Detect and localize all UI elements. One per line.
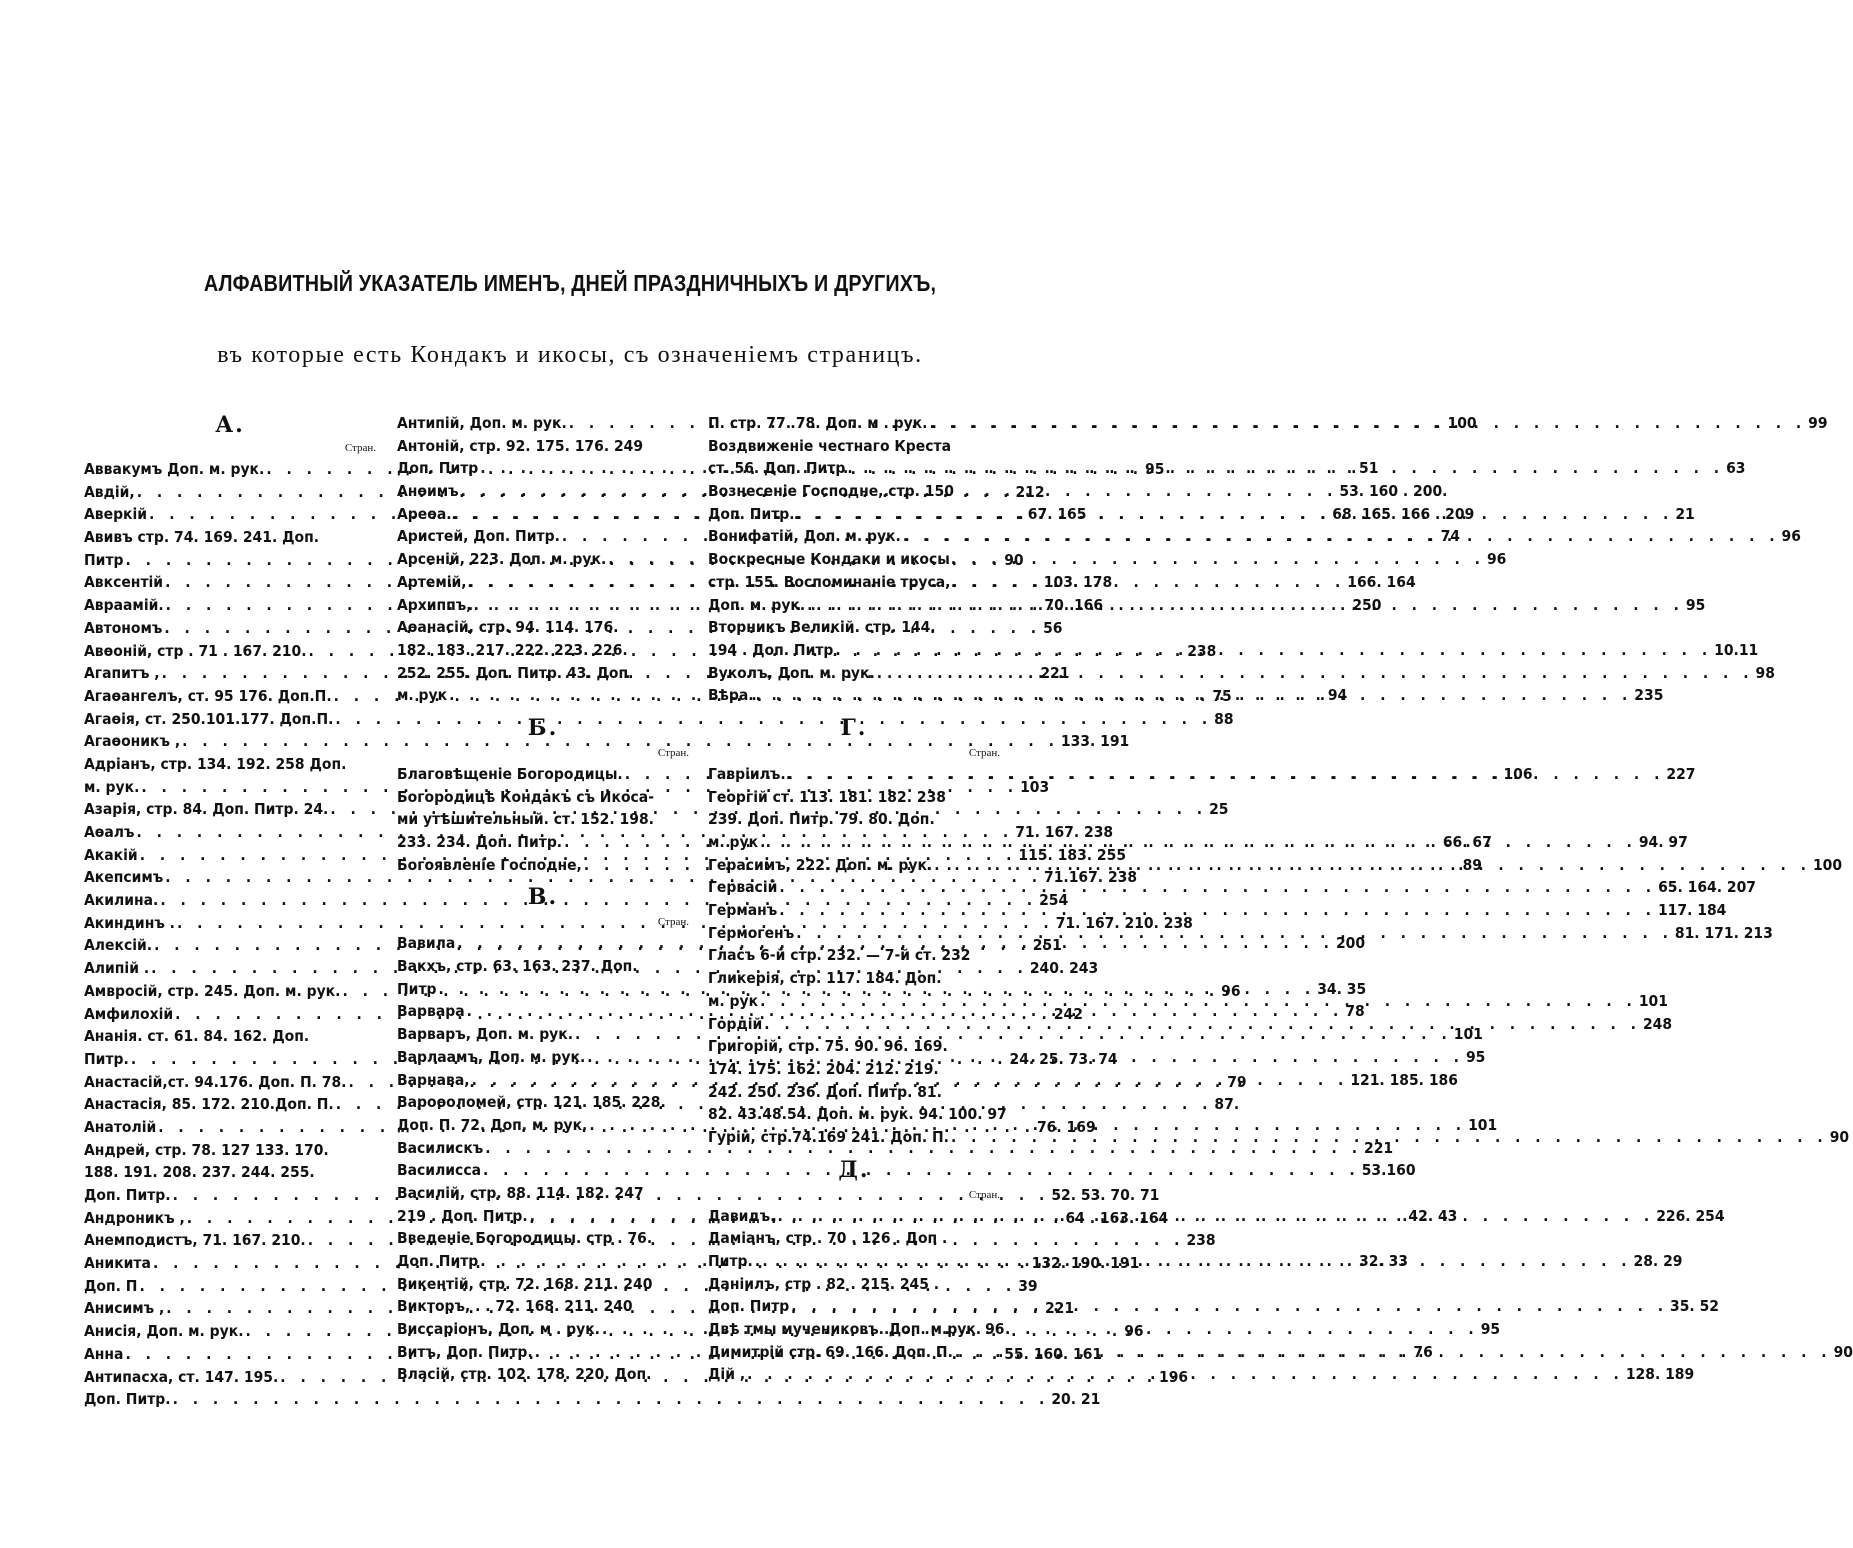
dot-leader	[929, 412, 1806, 435]
page-column-label: Стран.	[657, 746, 689, 759]
page-numbers: 24. 25. 73. 74	[1009, 1049, 1118, 1068]
entry-text: 82. 43.48.54. Доп. м. рук. 94. 100. 97	[708, 1105, 1007, 1124]
page-numbers: 100	[1812, 855, 1843, 874]
page-numbers: 221	[1044, 1299, 1075, 1318]
entry-text: 239. Доп. Питр. 79. 80. Доп.	[708, 810, 935, 829]
page-numbers: 10.11	[1714, 640, 1759, 659]
entry-text: Вѣра.	[708, 686, 754, 705]
entry-text: Доп. Питр	[708, 1297, 790, 1316]
page-numbers: 71.167. 238	[1044, 868, 1138, 887]
index-entry	[397, 808, 689, 831]
entry-text: Анисiя, Доп. м. рук.	[84, 1322, 244, 1341]
page-numbers: 227	[1666, 764, 1696, 783]
entry-text: Артемiй,	[397, 572, 467, 591]
entry-text: Акакiй	[84, 845, 138, 864]
entry-text: Амфилохiй	[84, 1004, 174, 1023]
page-numbers: 240. 243	[1029, 959, 1099, 978]
index-entry	[708, 480, 1000, 503]
page-numbers: 64 . 163. 164	[1065, 1208, 1169, 1227]
page-numbers: 70. 166	[1044, 596, 1104, 615]
page-numbers: 133. 191	[1060, 732, 1130, 751]
page-numbers: 99	[1808, 414, 1828, 432]
page-column-label: Стран.	[344, 442, 376, 454]
page-numbers: 248	[1642, 1014, 1673, 1033]
page-numbers: 226. 254	[1656, 1206, 1725, 1225]
entry-text: Авивъ стр. 74. 169. 241. Доп.	[84, 528, 320, 547]
entry-text: Азарiя, стр. 84. Доп. Питр. 24.	[84, 800, 329, 819]
entry-text: Питр	[397, 979, 437, 998]
page-numbers: 103	[1020, 777, 1050, 796]
page-numbers: 76	[1413, 1342, 1433, 1361]
entry-text: Давидъ.	[708, 1206, 776, 1225]
page-numbers: 89	[1462, 855, 1482, 874]
page-numbers: 166. 164	[1347, 572, 1416, 591]
dot-leader	[760, 831, 1637, 854]
entry-text: Вуколъ, Доп. м. рук.	[708, 663, 875, 682]
entry-text: Варвара	[397, 1002, 465, 1021]
page-numbers: 66. 67	[1442, 833, 1492, 851]
index-entry	[708, 1273, 1000, 1296]
page-numbers: 196	[1159, 1367, 1189, 1386]
page-subtitle: въ которые есть Кондакъ и икосы, съ означенiемъ страницъ.	[217, 342, 923, 368]
entry-text: Благовѣщенiе Богородицы.	[397, 764, 623, 783]
entry-text: м. рук	[397, 686, 448, 705]
entry-text: м. рук	[708, 833, 759, 851]
entry-text: Данiилъ, стр . 82 . 215. 245 .	[708, 1274, 940, 1293]
index-entry	[708, 944, 1000, 967]
section-letter: Д.	[838, 1156, 870, 1183]
dot-leader	[760, 990, 1637, 1013]
index-entry	[708, 808, 1000, 831]
entry-text: ст. 56. Доп. Питр	[708, 459, 846, 478]
page-numbers: 221	[1040, 664, 1070, 683]
dot-leader	[951, 1126, 1828, 1149]
page-numbers: 100	[1447, 414, 1477, 432]
page-numbers: 78	[1345, 1002, 1365, 1021]
entry-text: Аѳанасiй, стр. 94. 114. 176.	[397, 618, 619, 637]
index-entry	[397, 1295, 689, 1318]
entry-text: Акилина.	[84, 891, 159, 910]
page-numbers: 95	[1480, 1320, 1501, 1339]
entry-text: Авдiй,	[84, 482, 135, 501]
entry-text: Агапитъ ,	[84, 664, 160, 683]
entry-text: Василiй, стр. 88. 114. 182. 247	[397, 1183, 644, 1202]
entry-text: 252. 255. Доп. Питр. 43. Доп.	[397, 663, 634, 682]
page-title: АЛФАВИТНЫЙ УКАЗАТЕЛЬ ИМЕНЪ, ДНЕЙ ПРАЗДНИЧНЫХЪ И ДРУГИХЪ,	[203, 270, 937, 296]
entry-text: Агаѳiя, ст. 250.101.177. Доп.П.	[84, 709, 334, 728]
page-numbers: 28. 29	[1633, 1252, 1683, 1270]
page-numbers: 221	[1364, 1138, 1394, 1157]
dot-leader	[835, 639, 1712, 662]
index-entry	[397, 1363, 689, 1386]
entry-text: Викентiй, стр. 72. 168. 211. 240	[397, 1274, 653, 1293]
page-numbers: 74	[1440, 527, 1460, 546]
entry-text: Доп. Питр	[397, 1252, 479, 1270]
index-entry	[708, 571, 1000, 594]
entry-text: Григорiй, стр. 75. 90. 96. 169.	[708, 1037, 948, 1056]
page-numbers: 87.	[1214, 1095, 1240, 1114]
page-numbers: 90	[1833, 1342, 1853, 1361]
page-numbers: 90	[1829, 1127, 1850, 1146]
entry-text: Гурiй, стр.74.169 241. Доп. П.	[708, 1127, 949, 1146]
entry-text: 242. 250. 236. Доп. Питр. 81.	[708, 1082, 942, 1101]
section-letter: А.	[215, 412, 245, 438]
dot-leader	[847, 457, 1724, 480]
page-numbers: 20. 21	[1051, 1390, 1101, 1409]
entry-text: Андрей, стр. 78. 127 133. 170.	[84, 1140, 329, 1159]
entry-text: Анастасiй,ст. 94.176. Доп. П. 78.	[84, 1072, 347, 1091]
entry-text: Двѣ тмы мучениковъ. Доп. м.рук.	[708, 1320, 982, 1339]
page-numbers: 242	[1053, 1004, 1083, 1023]
entry-text: 174. 175. 162. 204. 212. 219.	[708, 1059, 939, 1078]
entry-text: Герасимъ, 222. Доп. м. рук.	[708, 855, 933, 874]
entry-text: Виссарiонъ. Доп. м . рук.	[397, 1320, 600, 1339]
index-entry	[397, 1182, 689, 1205]
page-numbers: 52. 53. 70. 71	[1051, 1186, 1160, 1204]
entry-text: Варлаамъ, Доп. м. рук.	[397, 1047, 586, 1066]
entry-text: Аѳалъ	[84, 823, 135, 841]
entry-text: Антипiй, Доп. м. рук.	[397, 414, 567, 432]
entry-text: Доп. Питр.	[84, 1186, 171, 1204]
entry-text: Анатолiй	[84, 1117, 157, 1136]
dot-leader	[777, 1205, 1654, 1228]
section-letter: В.	[527, 884, 559, 911]
entry-text: Варнава,	[397, 1070, 470, 1089]
entry-text: Дiй ,	[708, 1365, 746, 1384]
entry-text: Адрiанъ, стр. 134. 192. 258 Доп.	[84, 754, 347, 773]
entry-text: Антонiй, стр. 92. 175. 176. 249	[397, 436, 644, 455]
entry-text: стр. 155. Воспоминанiе труса,	[708, 572, 951, 591]
entry-text: Доп. Питр	[397, 459, 479, 478]
entry-text: Варваръ, Доп. м. рук.	[397, 1025, 574, 1044]
page-numbers: 200	[1335, 934, 1366, 953]
dot-leader	[877, 662, 1754, 685]
page-numbers: 238	[1186, 1231, 1216, 1250]
entry-text: П. стр. 77. 78. Доп. м . рук.	[708, 414, 928, 432]
page-numbers: 88	[1214, 709, 1234, 728]
entry-text: Викторъ, . . 72. 168. 211. 240	[397, 1297, 633, 1316]
entry-text: Гликерiя, стр. 117. 184. Доп.	[708, 969, 942, 988]
page-numbers: 53. 160 . 200.	[1339, 482, 1448, 501]
index-entry	[84, 1161, 376, 1184]
page-numbers: 238	[1187, 641, 1217, 660]
entry-text: Дамiанъ, стр . 70 . 126 . Доп .	[708, 1229, 948, 1248]
entry-text: Вознесенiе Господне, стр. 150	[708, 482, 954, 501]
entry-text: Анемподистъ, 71. 167. 210.	[84, 1231, 306, 1250]
entry-text: Анастасiя, 85. 172. 210.Доп. П.	[84, 1095, 334, 1114]
page-numbers: 71. 167. 238	[1015, 823, 1114, 841]
page-numbers: 235	[1634, 686, 1664, 705]
page-numbers: 39	[1018, 1276, 1038, 1295]
entry-text: м. рук.	[84, 777, 140, 796]
entry-text: Андроникъ ,	[84, 1208, 185, 1227]
entry-text: Богоявленiе Господне,	[397, 855, 582, 874]
page-numbers: 94. 97	[1638, 833, 1688, 851]
index-entry	[397, 1091, 689, 1114]
entry-text: 219 . Доп. Питр.	[397, 1206, 528, 1225]
index-entry	[397, 1227, 689, 1250]
index-entry	[397, 1159, 1416, 1182]
index-entry	[397, 662, 689, 685]
entry-text: Гермогенъ	[708, 923, 795, 942]
page-numbers: 128. 189	[1625, 1365, 1695, 1384]
dot-leader	[807, 594, 1684, 617]
page-numbers: 96	[1486, 550, 1507, 569]
entry-text: Гервасiй	[708, 878, 778, 897]
index-entry	[397, 786, 689, 809]
entry-text: Питр.	[708, 1252, 753, 1270]
index-entry	[84, 1139, 376, 1162]
index-entry	[708, 548, 1000, 571]
entry-text: 233. 234. Доп. Питр.	[397, 833, 563, 851]
dot-leader	[779, 876, 1656, 899]
dot-leader	[755, 1250, 1632, 1273]
entry-text: Аникита	[84, 1254, 151, 1273]
entry-text: Власiй, стр. 102. 178. 220. Доп.	[397, 1365, 652, 1384]
page-numbers: 96	[1124, 1322, 1144, 1341]
entry-text: 188. 191. 208. 237. 244. 255.	[84, 1163, 315, 1182]
index-entry	[397, 955, 689, 978]
entry-text: Анисимъ ,	[84, 1299, 165, 1318]
entry-text: Акиндинъ .	[84, 913, 175, 932]
index-entry	[397, 639, 689, 662]
dot-leader	[173, 1388, 1050, 1411]
page-column-label: Стран.	[968, 1188, 1000, 1201]
entry-text: Авксентiй	[84, 573, 164, 592]
entry-text: Гласъ 6-й стр. 232. — 7-й ст. 232	[708, 946, 971, 965]
entry-text: Алексiй.	[84, 936, 153, 955]
entry-text: Воздвиженiе честнаго Креста	[708, 436, 951, 455]
page-numbers: 81. 171. 213	[1674, 923, 1773, 942]
entry-text: Воскресные Кондаки и икосы	[708, 550, 950, 569]
index-entry	[397, 616, 689, 639]
entry-text: Акепсимъ	[84, 868, 164, 887]
page-numbers: 101	[1468, 1115, 1498, 1134]
page-numbers: 79	[1227, 1072, 1247, 1091]
page-numbers: 71. 167. 210. 238	[1055, 913, 1193, 932]
entry-text: Вонифатiй, Доп. м. рук.	[708, 527, 901, 546]
page-numbers: 63	[1726, 459, 1746, 478]
page-numbers: 96	[1221, 981, 1241, 1000]
index-entry	[84, 1388, 1101, 1411]
entry-text: Германъ	[708, 901, 778, 920]
entry-text: Амвросiй, стр. 245. Доп. м. рук.	[84, 981, 341, 1000]
entry-text: Вавила	[397, 934, 456, 953]
index-entry	[708, 967, 1000, 990]
page-numbers: 21	[1675, 504, 1695, 523]
entry-text: Ареѳа.	[397, 504, 452, 523]
page-numbers: 56	[1043, 618, 1063, 637]
entry-text: Введенiе Богородицы. стр . 76.	[397, 1229, 653, 1248]
dot-leader	[788, 763, 1665, 786]
entry-text: 194 . Доп. Питр	[708, 640, 834, 659]
page-numbers: 132. 190. 191	[1031, 1254, 1140, 1273]
entry-text: Анѳимъ	[397, 482, 459, 501]
page-numbers: 101	[1453, 1025, 1483, 1044]
page-numbers: 95	[1145, 460, 1165, 478]
page-numbers: 103. 178	[1043, 573, 1113, 592]
page-numbers: 95	[1465, 1047, 1486, 1066]
page-numbers: 90	[1004, 550, 1024, 569]
index-entry	[84, 708, 1234, 731]
entry-text: Георгiй ст. 113. 181. 182. 238	[708, 787, 946, 806]
entry-text: Доп. м. рук.	[708, 595, 806, 614]
page-numbers: 53.160	[1361, 1161, 1416, 1180]
page-numbers: 96	[985, 1320, 1005, 1339]
dot-leader	[779, 899, 1656, 922]
index-entry	[708, 1035, 1000, 1058]
entry-text: Питр.	[84, 1049, 129, 1068]
entry-text: Аввакумъ Доп. м. рук.	[84, 460, 265, 478]
page-column-label: Стран.	[657, 916, 689, 929]
page-numbers: 35. 52	[1670, 1297, 1719, 1316]
index-entry	[708, 1227, 1000, 1250]
entry-text: Авѳонiй, стр . 71 . 167. 210.	[84, 641, 307, 660]
page-numbers: 98	[1755, 663, 1775, 682]
entry-text: Автономъ	[84, 618, 163, 637]
page-numbers: 101	[1638, 991, 1668, 1010]
entry-text: Василисса	[397, 1161, 481, 1180]
index-entry	[708, 1081, 1000, 1104]
entry-text: Ананiя. ст. 61. 84. 162. Доп.	[84, 1027, 310, 1046]
entry-text: Агаѳоникъ ,	[84, 732, 181, 751]
section-letter: Б.	[527, 714, 559, 741]
page-numbers: 250	[1352, 595, 1382, 614]
page-numbers: 67. 165	[1027, 505, 1087, 524]
page-numbers: 25	[1209, 800, 1229, 819]
page-numbers: 68. 165. 166 . 209	[1332, 504, 1475, 523]
page-numbers: 34. 35	[1317, 979, 1367, 998]
page-numbers: 55. 160. 161	[1004, 1344, 1103, 1363]
dot-leader	[764, 1013, 1641, 1036]
index-entry	[397, 1137, 1394, 1160]
entry-text: 182. 183. 217. 222. 223. 226.	[397, 640, 628, 659]
page-numbers: 212	[1015, 482, 1045, 501]
entry-text: Доп. П. 72. Доп. м. рук.	[397, 1115, 588, 1134]
entry-text: Василискъ	[397, 1138, 484, 1157]
dot-leader	[796, 922, 1673, 945]
entry-text: Авраамiй.	[84, 596, 164, 615]
page-numbers: 75	[1212, 686, 1232, 705]
page-numbers: 251	[1032, 936, 1062, 955]
entry-text: Аристей, Доп. Питр.	[397, 527, 560, 546]
page-column-label: Стран.	[968, 746, 1000, 759]
dot-leader	[797, 503, 1674, 526]
index-entry	[708, 1058, 1000, 1081]
entry-text: м. рук	[708, 991, 759, 1010]
page-numbers: 115. 183. 255	[1018, 845, 1127, 864]
page-numbers: 65. 164. 207	[1658, 878, 1757, 897]
index-entry	[84, 753, 376, 776]
entry-text: Алипiй .	[84, 959, 150, 978]
page-numbers: 106	[1503, 764, 1533, 783]
index-entry	[397, 1273, 689, 1296]
page-numbers: 254	[1039, 891, 1069, 910]
dot-leader	[955, 1341, 1832, 1364]
entry-text: Гордiй	[708, 1014, 763, 1033]
page-numbers: 51	[1359, 459, 1379, 478]
entry-text: Агаѳангелъ, ст. 95 176. Доп.П.	[84, 686, 332, 705]
entry-text: Богородицѣ Кондакъ съ Икоса-	[397, 787, 654, 806]
index-entry	[708, 435, 1000, 458]
entry-text: Гаврiилъ.	[708, 764, 786, 783]
dot-leader	[747, 1363, 1624, 1386]
page-numbers: 32. 33	[1359, 1252, 1408, 1270]
dot-leader	[903, 525, 1780, 548]
index-entry	[708, 616, 1000, 639]
index-entry	[84, 1025, 376, 1048]
entry-text: Доп. Питр.	[708, 504, 795, 523]
entry-text: Анна	[84, 1344, 124, 1363]
entry-text: Вароѳоломей, стр. 121. 185. 228.	[397, 1093, 666, 1112]
page-numbers: 76. 169	[1036, 1117, 1096, 1136]
page-numbers: 95	[1685, 595, 1706, 614]
section-letter: Г.	[840, 714, 868, 741]
entry-text: Антипасха, ст. 147. 195.	[84, 1367, 279, 1386]
entry-text: ми утѣшительный. ст. 152. 198.	[397, 810, 654, 829]
index-entry	[397, 435, 689, 458]
entry-text: Доп. П	[84, 1276, 138, 1295]
entry-text: Витъ, Доп. Питр.	[397, 1342, 533, 1361]
entry-text: Архиппъ,	[397, 595, 472, 614]
index-entry	[708, 1103, 1007, 1126]
dot-leader	[756, 684, 1633, 707]
index-entry	[84, 526, 376, 549]
entry-text: Аверкiй	[84, 505, 148, 524]
entry-text: Арсенiй, 223. Доп. м. рук.	[397, 550, 607, 569]
index-entry	[708, 1318, 1005, 1341]
page-numbers: 96	[1781, 527, 1801, 546]
entry-text: Вакхъ, стр. 63. 163. 237. Доп.	[397, 957, 638, 976]
entry-text: Доп. Питр.	[84, 1390, 171, 1409]
entry-text: Димитрiй стр. 69. 166. Доп. П.	[708, 1342, 953, 1361]
index-entry	[708, 786, 1000, 809]
page-numbers: 117. 184	[1657, 901, 1727, 920]
entry-text: Питр	[84, 550, 124, 569]
entry-text: Вторникъ Великiй. стр. 144.	[708, 618, 936, 637]
page-numbers: 94	[1327, 686, 1348, 705]
dot-leader	[791, 1295, 1668, 1318]
dot-leader	[934, 854, 1811, 877]
page-numbers: 42. 43	[1408, 1206, 1458, 1225]
page-numbers: 121. 185. 186	[1350, 1070, 1458, 1089]
